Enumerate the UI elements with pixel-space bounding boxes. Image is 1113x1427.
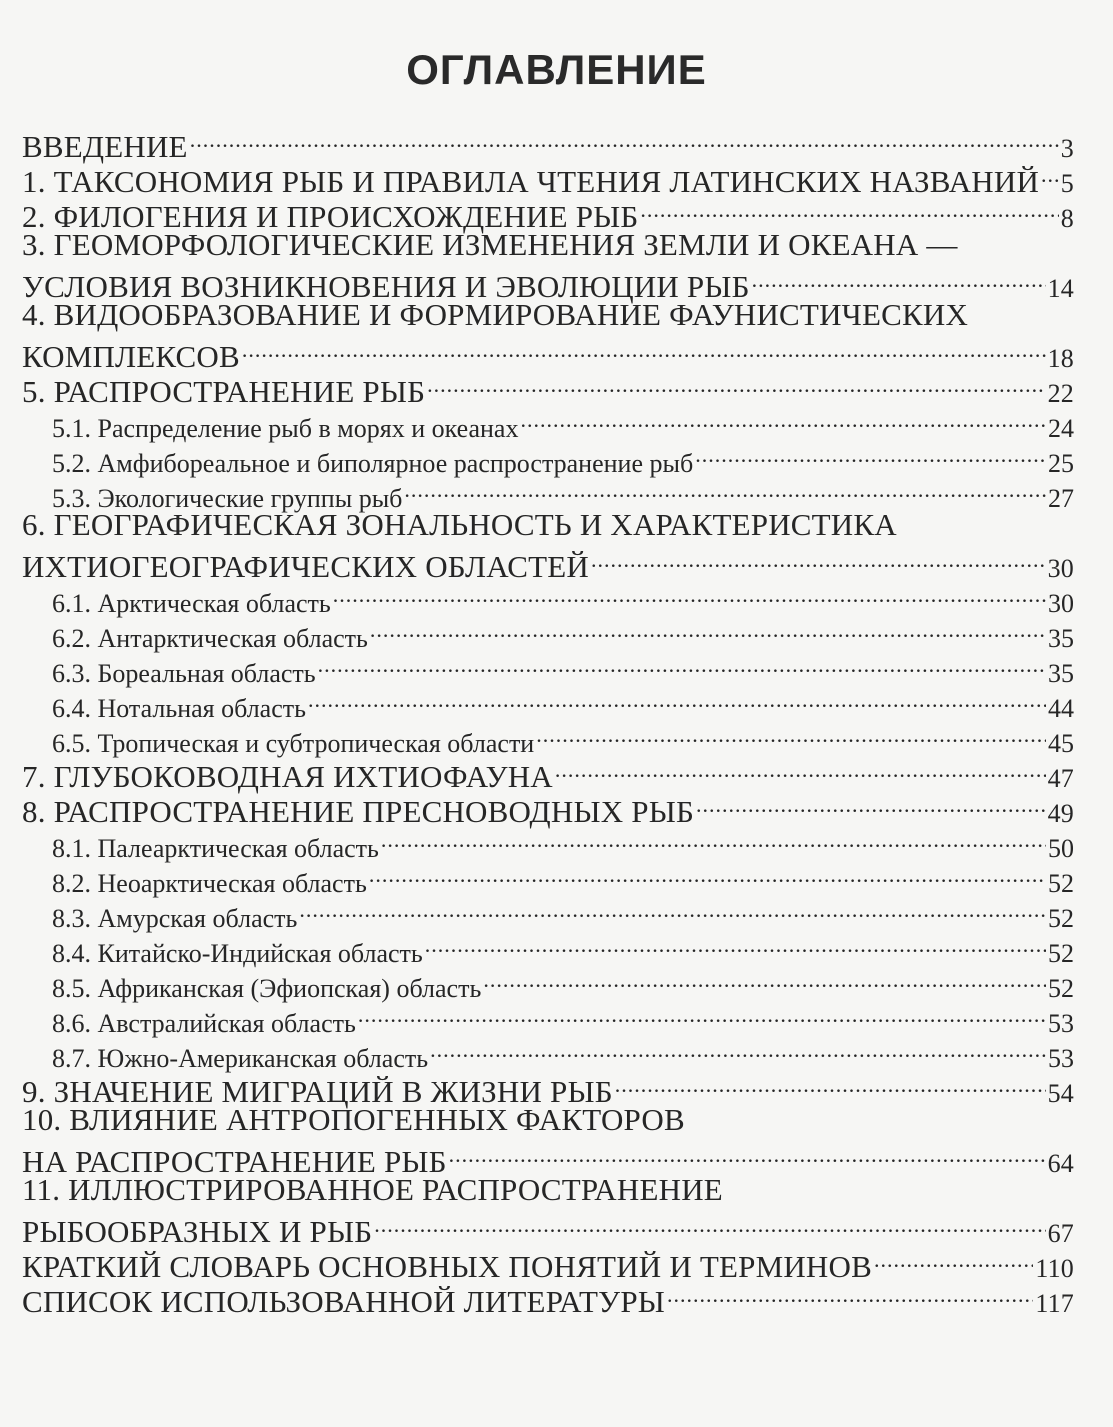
toc-entry[interactable] — [22, 297, 1074, 374]
toc-entry[interactable] — [22, 577, 1074, 618]
toc-entry-row — [22, 542, 1074, 584]
toc-entry[interactable] — [22, 787, 1074, 829]
toc-entry-title: 8. РАСПРОСТРАНЕНИЕ ПРЕСНОВОДНЫХ РЫБ — [22, 794, 694, 829]
toc-page-number: 45 — [1048, 729, 1074, 758]
toc-entry[interactable] — [22, 822, 1074, 863]
toc-entry-row — [22, 822, 1074, 863]
toc-entry-title: 6.3. Бореальная область — [52, 659, 316, 688]
toc-entry-title: СПИСОК ИСПОЛЬЗОВАННОЙ ЛИТЕРАТУРЫ — [22, 1284, 665, 1319]
toc-entry[interactable] — [22, 157, 1074, 199]
toc-entry-row — [22, 1032, 1074, 1073]
toc-entry-row — [22, 647, 1074, 688]
toc-page-number: 30 — [1048, 589, 1074, 618]
toc-entry-row — [22, 577, 1074, 618]
dot-leader — [318, 647, 1046, 682]
toc-entry-row — [22, 157, 1074, 199]
dot-leader — [615, 1067, 1046, 1102]
dot-leader — [299, 892, 1046, 927]
toc-entry-row — [22, 1277, 1074, 1319]
toc-entry-row — [22, 437, 1074, 478]
dot-leader — [430, 1032, 1046, 1067]
toc-entry-title-line: 6. ГЕОГРАФИЧЕСКАЯ ЗОНАЛЬНОСТЬ И ХАРАКТЕРИСТИКА — [22, 507, 897, 542]
dot-leader — [190, 122, 1059, 157]
toc-page-number: 22 — [1047, 379, 1074, 408]
dot-leader — [242, 332, 1046, 367]
dot-leader — [425, 927, 1046, 962]
dot-leader — [404, 472, 1046, 507]
toc-entry-row — [22, 192, 1074, 234]
toc-entry-title: 5.3. Экологические группы рыб — [52, 484, 403, 513]
toc-entry[interactable] — [22, 857, 1074, 898]
toc-page-number: 30 — [1047, 554, 1074, 583]
toc-entry-row — [22, 997, 1074, 1038]
toc-entry-row — [22, 332, 1074, 374]
dot-leader — [695, 437, 1046, 472]
toc-entry-title: ИХТИОГЕОГРАФИЧЕСКИХ ОБЛАСТЕЙ — [22, 549, 590, 584]
toc-page-number: 8 — [1060, 204, 1074, 233]
toc-entry-title: 6.2. Антарктическая область — [52, 624, 368, 653]
toc-entry-title: 8.1. Палеарктическая область — [52, 834, 379, 863]
dot-leader — [667, 1277, 1033, 1312]
toc-entry-title: 8.6. Австралийская область — [52, 1009, 356, 1038]
dot-leader — [536, 717, 1046, 752]
toc-entry[interactable] — [22, 962, 1074, 1003]
toc-entry-title: 6.4. Нотальная область — [52, 694, 306, 723]
toc-page-number: 52 — [1048, 974, 1074, 1003]
toc-entry-row — [22, 402, 1074, 443]
toc-entry[interactable] — [22, 402, 1074, 443]
toc-page-number: 50 — [1048, 834, 1074, 863]
toc-entry-row — [22, 262, 1074, 304]
toc-entry[interactable] — [22, 1172, 1074, 1249]
toc-entry[interactable] — [22, 682, 1074, 723]
toc-entry[interactable] — [22, 997, 1074, 1038]
dot-leader — [369, 857, 1046, 892]
dot-leader — [520, 402, 1046, 437]
toc-entry-title: 6.1. Арктическая область — [52, 589, 331, 618]
toc-page-number: 27 — [1048, 484, 1074, 513]
dot-leader — [696, 787, 1046, 822]
toc-entry[interactable] — [22, 472, 1074, 513]
toc-entry[interactable] — [22, 507, 1074, 584]
dot-leader — [374, 1207, 1045, 1242]
toc-page-number: 5 — [1060, 169, 1074, 198]
toc-entry-row — [22, 1137, 1074, 1179]
toc-entry-title: 5. РАСПРОСТРАНЕНИЕ РЫБ — [22, 374, 426, 409]
toc-page-number: 49 — [1047, 799, 1074, 828]
dot-leader — [427, 367, 1045, 402]
toc-entry-row — [22, 367, 1074, 409]
toc-page-number: 47 — [1047, 764, 1074, 793]
dot-leader — [449, 1137, 1046, 1172]
toc-entry[interactable] — [22, 647, 1074, 688]
toc-entry[interactable] — [22, 927, 1074, 968]
toc-entry-title-line: 10. ВЛИЯНИЕ АНТРОПОГЕННЫХ ФАКТОРОВ — [22, 1102, 685, 1137]
dot-leader — [381, 822, 1046, 857]
toc-entry-title: ВВЕДЕНИЕ — [22, 129, 188, 164]
toc-page-number: 53 — [1048, 1044, 1074, 1073]
toc-entry-row — [22, 787, 1074, 829]
toc-page-number: 18 — [1047, 344, 1074, 373]
dot-leader — [1041, 157, 1059, 192]
toc-page-number: 24 — [1048, 414, 1074, 443]
toc-entry[interactable] — [22, 892, 1074, 933]
toc-entry-row — [22, 682, 1074, 723]
toc-entry[interactable] — [22, 122, 1074, 164]
toc-page-number: 35 — [1048, 659, 1074, 688]
toc-entry[interactable] — [22, 752, 1074, 794]
toc-entry-row — [22, 612, 1074, 653]
toc-page-number: 64 — [1047, 1149, 1074, 1178]
toc-entry-title: 5.2. Амфибореальное и биполярное распространение рыб — [52, 449, 694, 478]
toc-page-number: 117 — [1035, 1289, 1074, 1318]
toc-entry[interactable] — [22, 192, 1074, 234]
toc-entry-title-line: 3. ГЕОМОРФОЛОГИЧЕСКИЕ ИЗМЕНЕНИЯ ЗЕМЛИ И ОКЕАНА — — [22, 227, 958, 262]
toc-entry-title: 6.5. Тропическая и субтропическая области — [52, 729, 535, 758]
toc-entry-row — [22, 472, 1074, 513]
toc-entry-title: НА РАСПРОСТРАНЕНИЕ РЫБ — [22, 1144, 447, 1179]
toc-page-number: 67 — [1047, 1219, 1074, 1248]
toc-entry[interactable] — [22, 1067, 1074, 1109]
toc-entry-title: 1. ТАКСОНОМИЯ РЫБ И ПРАВИЛА ЧТЕНИЯ ЛАТИНСКИХ НАЗВАНИЙ — [22, 164, 1040, 199]
toc-entry-title: КРАТКИЙ СЛОВАРЬ ОСНОВНЫХ ПОНЯТИЙ И ТЕРМИНОВ — [22, 1249, 872, 1284]
dot-leader — [333, 577, 1046, 612]
toc-page-number: 52 — [1048, 869, 1074, 898]
dot-leader — [308, 682, 1046, 717]
toc-entry-title-line: 4. ВИДООБРАЗОВАНИЕ И ФОРМИРОВАНИЕ ФАУНИСТИЧЕСКИХ — [22, 297, 969, 332]
toc-entry-row — [22, 1207, 1074, 1249]
table-of-contents — [22, 122, 1074, 1319]
toc-entry-row — [22, 122, 1074, 164]
toc-page-number: 110 — [1035, 1254, 1074, 1283]
toc-entry-title: УСЛОВИЯ ВОЗНИКНОВЕНИЯ И ЭВОЛЮЦИИ РЫБ — [22, 269, 750, 304]
dot-leader — [370, 612, 1046, 647]
toc-page-number: 54 — [1047, 1079, 1074, 1108]
toc-page-number: 52 — [1048, 939, 1074, 968]
toc-entry-row — [22, 1067, 1074, 1109]
toc-entry-row — [22, 752, 1074, 794]
toc-entry-row — [22, 927, 1074, 968]
toc-entry-title: 2. ФИЛОГЕНИЯ И ПРОИСХОЖДЕНИЕ РЫБ — [22, 199, 639, 234]
toc-entry-title: 5.1. Распределение рыб в морях и океанах — [52, 414, 519, 443]
toc-entry-title: 8.2. Неоарктическая область — [52, 869, 367, 898]
toc-entry-row — [22, 717, 1074, 758]
toc-entry-title-line: 11. ИЛЛЮСТРИРОВАННОЕ РАСПРОСТРАНЕНИЕ — [22, 1172, 723, 1207]
toc-entry[interactable] — [22, 437, 1074, 478]
toc-entry-row — [22, 892, 1074, 933]
toc-page-number: 52 — [1048, 904, 1074, 933]
toc-entry[interactable] — [22, 612, 1074, 653]
toc-entry[interactable] — [22, 1102, 1074, 1179]
toc-entry-title: 9. ЗНАЧЕНИЕ МИГРАЦИЙ В ЖИЗНИ РЫБ — [22, 1074, 613, 1109]
dot-leader — [640, 192, 1058, 227]
toc-entry-row — [22, 962, 1074, 1003]
toc-page-number: 35 — [1048, 624, 1074, 653]
toc-entry-title: 8.5. Африканская (Эфиопская) область — [52, 974, 482, 1003]
toc-entry-row — [22, 1242, 1074, 1284]
dot-leader — [874, 1242, 1033, 1277]
page-title: ОГЛАВЛЕНИЕ — [406, 46, 707, 93]
toc-entry-title: 8.7. Южно-Американская область — [52, 1044, 429, 1073]
toc-entry[interactable] — [22, 1242, 1074, 1284]
toc-entry[interactable] — [22, 1032, 1074, 1073]
toc-entry-title: 7. ГЛУБОКОВОДНАЯ ИХТИОФАУНА — [22, 759, 553, 794]
dot-leader — [555, 752, 1046, 787]
toc-entry-title: КОМПЛЕКСОВ — [22, 339, 240, 374]
toc-entry-title: 8.3. Амурская область — [52, 904, 298, 933]
toc-entry[interactable] — [22, 227, 1074, 304]
toc-entry[interactable] — [22, 717, 1074, 758]
toc-page-number: 53 — [1048, 1009, 1074, 1038]
toc-entry-title: РЫБООБРАЗНЫХ И РЫБ — [22, 1214, 373, 1249]
toc-page-number: 44 — [1048, 694, 1074, 723]
dot-leader — [358, 997, 1046, 1032]
dot-leader — [752, 262, 1046, 297]
toc-entry[interactable] — [22, 1277, 1074, 1319]
dot-leader — [591, 542, 1046, 577]
toc-entry-row — [22, 857, 1074, 898]
toc-page-number: 14 — [1047, 274, 1074, 303]
dot-leader — [483, 962, 1046, 997]
toc-entry-title: 8.4. Китайско-Индийская область — [52, 939, 423, 968]
toc-page-number: 25 — [1048, 449, 1074, 478]
toc-entry[interactable] — [22, 367, 1074, 409]
toc-page-number: 3 — [1060, 134, 1074, 163]
